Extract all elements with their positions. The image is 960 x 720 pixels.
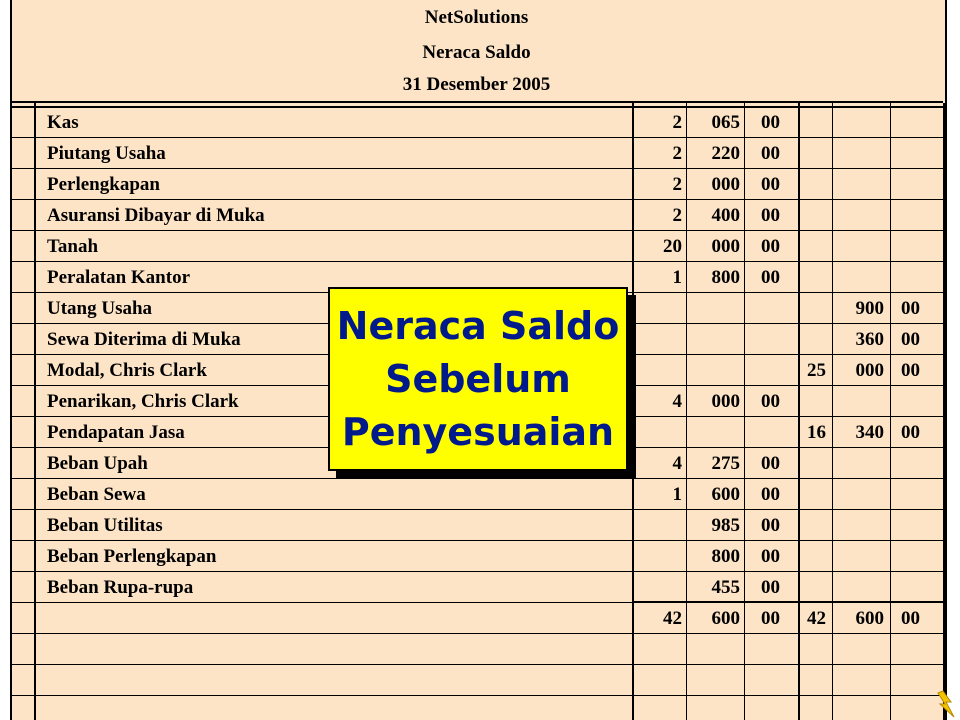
- debit-total-cents: 00: [761, 608, 780, 629]
- row-rule: [12, 230, 943, 231]
- account-name: Perlengkapan: [47, 174, 160, 195]
- debit-amount-whole: 4: [672, 391, 682, 412]
- debit-amount-thousands: 800: [711, 267, 740, 288]
- row-rule: [12, 664, 943, 665]
- debit-amount-thousands: 455: [711, 577, 740, 598]
- debit-amount-whole: 1: [672, 267, 682, 288]
- account-name: Pendapatan Jasa: [47, 422, 185, 443]
- row-rule: [12, 199, 943, 200]
- debit-amount-cents: 00: [761, 112, 780, 133]
- credit-amount-whole: [766, 513, 826, 539]
- account-name: Utang Usaha: [47, 298, 153, 319]
- debit-amount-thousands: 065: [711, 112, 740, 133]
- credit-amount-thousands: 000: [855, 360, 884, 381]
- credit-amount-whole: [766, 172, 826, 198]
- debit-amount-thousands: 600: [711, 484, 740, 505]
- credit-amount-whole: [766, 110, 826, 136]
- account-name: Beban Perlengkapan: [47, 546, 217, 567]
- credit-total-thousands: 600: [855, 608, 884, 629]
- debit-amount-thousands: 985: [711, 515, 740, 536]
- debit-amount-whole: 1: [672, 484, 682, 505]
- row-rule: [12, 261, 943, 262]
- debit-amount-whole: 2: [672, 174, 682, 195]
- credit-amount-cents: 00: [901, 298, 920, 319]
- credit-amount-cents: [860, 513, 920, 539]
- credit-amount-cents: [860, 172, 920, 198]
- debit-amount-cents: 00: [761, 391, 780, 412]
- debit-amount-cents: 00: [761, 546, 780, 567]
- credit-amount-whole: 25: [807, 360, 826, 381]
- debit-amount-cents: 00: [761, 515, 780, 536]
- credit-amount-cents: [860, 575, 920, 601]
- account-name: Beban Rupa-rupa: [47, 577, 194, 598]
- credit-amount-cents: [860, 389, 920, 415]
- debit-amount-whole: 20: [663, 236, 682, 257]
- debit-amount-cents: 00: [761, 267, 780, 288]
- debit-amount-cents: 00: [761, 236, 780, 257]
- credit-amount-thousands: 340: [855, 422, 884, 443]
- credit-amount-whole: [766, 482, 826, 508]
- credit-amount-whole: [766, 203, 826, 229]
- debit-amount-cents: 00: [761, 453, 780, 474]
- row-rule: [12, 540, 943, 541]
- report-title: Neraca Saldo: [422, 42, 531, 63]
- row-rule: [12, 633, 943, 634]
- debit-amount-thousands: 220: [711, 143, 740, 164]
- account-name: Piutang Usaha: [47, 143, 166, 164]
- credit-amount-thousands: 900: [855, 298, 884, 319]
- debit-amount-whole: [622, 513, 682, 539]
- row-rule: [12, 571, 943, 572]
- debit-amount-whole: 2: [672, 112, 682, 133]
- credit-amount-whole: [766, 141, 826, 167]
- debit-sum-rule: [632, 601, 798, 603]
- debit-amount-cents: 00: [761, 205, 780, 226]
- credit-amount-whole: [766, 234, 826, 260]
- debit-amount-thousands: 000: [711, 174, 740, 195]
- debit-amount-cents: 00: [761, 143, 780, 164]
- col-rule-right: [943, 103, 945, 720]
- credit-total-whole: 42: [807, 608, 826, 629]
- credit-total-cents: 00: [901, 608, 920, 629]
- debit-amount-thousands: 800: [711, 546, 740, 567]
- credit-amount-cents: [860, 544, 920, 570]
- account-name: Beban Sewa: [47, 484, 146, 505]
- debit-total-thousands: 600: [711, 608, 740, 629]
- credit-amount-whole: [766, 389, 826, 415]
- debit-amount-thousands: 000: [711, 391, 740, 412]
- account-name: Beban Upah: [47, 453, 148, 474]
- credit-amount-cents: [860, 234, 920, 260]
- callout-box: [328, 287, 628, 471]
- debit-amount-thousands: 000: [711, 236, 740, 257]
- credit-amount-whole: [766, 575, 826, 601]
- credit-amount-cents: [860, 141, 920, 167]
- debit-total-whole: 42: [663, 608, 682, 629]
- credit-amount-cents: 00: [901, 329, 920, 350]
- credit-amount-cents: [860, 203, 920, 229]
- account-name: Modal, Chris Clark: [47, 360, 207, 381]
- credit-amount-whole: [766, 544, 826, 570]
- debit-amount-cents: 00: [761, 577, 780, 598]
- col-rule-left: [34, 103, 36, 720]
- account-name: Sewa Diterima di Muka: [47, 329, 241, 350]
- company-name: NetSolutions: [424, 7, 529, 28]
- report-date: 31 Desember 2005: [402, 74, 551, 95]
- debit-amount-whole: 2: [672, 143, 682, 164]
- account-name: Asuransi Dibayar di Muka: [47, 205, 265, 226]
- credit-sum-rule: [798, 601, 945, 603]
- account-name: Penarikan, Chris Clark: [47, 391, 239, 412]
- debit-amount-whole: [622, 544, 682, 570]
- credit-amount-cents: 00: [901, 360, 920, 381]
- account-name: Kas: [47, 112, 79, 133]
- account-name: Tanah: [47, 236, 99, 257]
- credit-amount-whole: 16: [807, 422, 826, 443]
- credit-amount-whole: [766, 265, 826, 291]
- credit-amount-thousands: 360: [855, 329, 884, 350]
- credit-amount-cents: [860, 451, 920, 477]
- debit-amount-whole: 4: [672, 453, 682, 474]
- credit-amount-cents: [860, 110, 920, 136]
- callout-label: Neraca Saldo Sebelum Penyesuaian: [336, 303, 620, 454]
- row-rule: [12, 137, 943, 138]
- debit-amount-thousands: 400: [711, 205, 740, 226]
- credit-amount-cents: [860, 482, 920, 508]
- credit-amount-cents: [860, 265, 920, 291]
- credit-amount-whole: [766, 327, 826, 353]
- debit-amount-whole: 2: [672, 205, 682, 226]
- credit-amount-whole: [766, 451, 826, 477]
- row-rule: [12, 168, 943, 169]
- row-rule: [12, 695, 943, 696]
- lightning-icon: [934, 690, 958, 718]
- debit-amount-cents: 00: [761, 174, 780, 195]
- debit-amount-cents: 00: [761, 484, 780, 505]
- debit-amount-whole: [622, 575, 682, 601]
- row-rule: [12, 509, 943, 510]
- account-name: Beban Utilitas: [47, 515, 163, 536]
- account-name: Peralatan Kantor: [47, 267, 191, 288]
- header-rule-top: [12, 101, 943, 103]
- header-rule-bottom: [12, 106, 943, 108]
- credit-amount-whole: [766, 296, 826, 322]
- debit-amount-thousands: 275: [711, 453, 740, 474]
- credit-amount-cents: 00: [901, 422, 920, 443]
